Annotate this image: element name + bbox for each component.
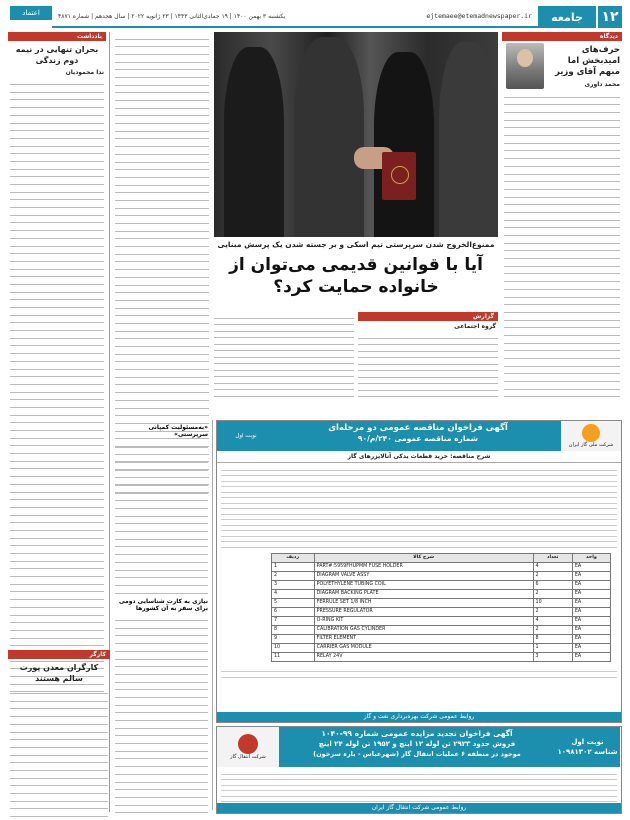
table-cell: 2 <box>533 625 572 634</box>
tender-table-body <box>272 562 611 661</box>
section-label[interactable]: جامعه <box>538 6 596 28</box>
left-lower-body <box>10 687 108 818</box>
auction-body <box>217 767 621 804</box>
auction-subtitle: فروش حدود ۲۹۲۳ تن لوله ۱۲ اینچ و ۱۹۵۲ تن لوله ۲۴ اینچ <box>318 740 516 748</box>
newspaper-logo: اعتماد <box>10 6 52 20</box>
left-lower-block <box>8 650 110 817</box>
table-cell: EA <box>572 643 610 652</box>
middle-lower-body-2 <box>115 614 208 820</box>
feature-kicker: ممنوع‌الخروج شدن سرپرستی تیم اسکی و بر جسته شدن یک پرسش مبنایی <box>217 240 495 249</box>
table-row <box>272 634 611 643</box>
table-cell: EA <box>572 607 610 616</box>
table-row <box>272 607 611 616</box>
tender-info: شرح مناقصه: خرید قطعات یدکی آنالایزرهای گاز <box>217 451 621 463</box>
auction-side-bottom: شناسه ۱۰۹۸۱۳۰۲ <box>557 748 618 756</box>
person-silhouette <box>224 47 284 237</box>
table-cell: 8 <box>272 625 315 634</box>
email-address[interactable]: ejtemaee@etemadnewspaper.ir <box>426 12 532 20</box>
table-cell: 4 <box>533 616 572 625</box>
tender-ad[interactable] <box>216 420 622 723</box>
table-row <box>272 580 611 589</box>
middle-subhead-2: نیازی به کارت شناسایی دومی برای سفر به آن کشورها <box>118 597 208 612</box>
person-silhouette <box>294 37 364 237</box>
table-cell: EA <box>572 634 610 643</box>
auction-footer: روابط عمومی شرکت انتقال گاز ایران <box>217 803 621 813</box>
passport-graphic <box>382 152 416 200</box>
auction-logo <box>217 727 279 767</box>
left-column-body <box>10 78 104 693</box>
table-header-cell: شرح کالا <box>314 553 533 562</box>
person-silhouette <box>439 42 497 237</box>
table-cell: FERRULE SET 1/8 INCH <box>314 598 533 607</box>
table-cell: POLYETHYLENE TUBING COIL <box>314 580 533 589</box>
auction-ad[interactable] <box>216 726 622 814</box>
middle-column <box>113 32 211 422</box>
table-row <box>272 616 611 625</box>
table-cell: 3 <box>533 652 572 661</box>
table-cell: 6 <box>533 580 572 589</box>
table-cell: 4 <box>272 589 315 598</box>
middle-lower-column <box>113 420 213 810</box>
auction-header <box>217 727 621 767</box>
table-header-cell: ردیف <box>272 553 315 562</box>
tender-logo-text: شرکت ملی گاز ایران <box>568 442 614 448</box>
table-header-cell: واحد <box>572 553 610 562</box>
tender-body <box>217 463 621 550</box>
table-row <box>272 571 611 580</box>
tender-title: آگهی فراخوان مناقصه عمومی دو مرحله‌ای <box>328 423 508 433</box>
middle-lower-body-1 <box>115 440 208 594</box>
left-column-bar: یادداشت <box>8 32 106 41</box>
table-cell: 10 <box>272 643 315 652</box>
table-row <box>272 625 611 634</box>
tender-subtitle: شماره مناقصه عمومی ۲۴۰/م/۹۰ <box>357 434 479 443</box>
table-cell: EA <box>572 598 610 607</box>
table-row <box>272 589 611 598</box>
table-cell: 2 <box>533 589 572 598</box>
right-column-body <box>504 90 620 397</box>
table-cell: 10 <box>533 598 572 607</box>
right-column <box>502 32 622 417</box>
table-cell: EA <box>572 589 610 598</box>
feature-body <box>214 312 498 402</box>
left-lower-headline[interactable]: کارگران معدن پورت سالم هستند <box>19 663 99 683</box>
table-cell: PART#:5959FHUPMM FUSE HOLDER <box>314 562 533 571</box>
table-cell: 1 <box>533 643 572 652</box>
table-row <box>272 562 611 571</box>
feature-body-column <box>214 312 354 402</box>
table-cell: 9 <box>272 634 315 643</box>
date-line: یکشنبه ۳ بهمن ۱۴۰۰ | ۱۹ جمادی‌الثانی ۱۴۴۳ | ۲۳ ژانویه ۲۰۲۲ | سال هجدهم | شماره ۴۸۷۱ <box>58 12 286 20</box>
right-column-author: محمد داوری <box>584 81 620 89</box>
middle-subhead-1: «به‌مسئولیت کمپانی سرپرستی» <box>148 424 208 438</box>
table-cell: 4 <box>533 562 572 571</box>
table-cell: EA <box>572 616 610 625</box>
table-cell: 5 <box>272 598 315 607</box>
tender-body-bottom <box>217 665 621 680</box>
header-rule <box>52 6 538 28</box>
table-cell: EA <box>572 652 610 661</box>
left-column-author: ندا محمودیان <box>65 68 104 76</box>
left-lower-bar: کارگر <box>8 650 110 659</box>
tender-logo <box>561 421 621 451</box>
auction-logo-text: شرکت انتقال گاز <box>230 754 266 760</box>
table-cell: 8 <box>533 634 572 643</box>
table-cell: CALIBRATION GAS CYLINDER <box>314 625 533 634</box>
table-cell: FILTER ELEMENT <box>314 634 533 643</box>
tender-table <box>271 553 611 662</box>
table-cell: 6 <box>272 607 315 616</box>
right-column-headline[interactable]: حرف‌های امیدبخش اما مبهم آقای وزیر <box>554 45 620 78</box>
table-row <box>272 652 611 661</box>
gas-company-icon <box>238 734 258 754</box>
table-cell: 3 <box>272 580 315 589</box>
auction-title: آگهی فراخوان تجدید مزایده عمومی شماره ۹۹-۱۰۴۰ <box>321 729 513 738</box>
tender-header <box>217 421 621 451</box>
table-cell: DIAGRAM BACKING PLATE <box>314 589 533 598</box>
table-cell: 7 <box>272 616 315 625</box>
table-cell: 2 <box>272 571 315 580</box>
table-row <box>272 598 611 607</box>
table-cell: 1 <box>272 562 315 571</box>
table-cell: CARRIER GAS MODULE <box>314 643 533 652</box>
left-column-headline[interactable]: بحران تنهایی در نیمه دوم زندگی <box>15 45 99 65</box>
table-cell: 11 <box>272 652 315 661</box>
author-portrait <box>506 43 544 89</box>
tender-date-box <box>217 421 275 451</box>
table-cell: RELAY 24V <box>314 652 533 661</box>
auction-location: موجود در منطقه ۶ عملیات انتقال گاز (شهرعباس - بارہ سرخون) <box>313 750 521 758</box>
auction-title-box <box>279 727 555 767</box>
tender-title-box <box>275 421 561 451</box>
feature-body-column <box>358 312 498 402</box>
table-cell: DIAGRAM VALVE ASSY <box>314 571 533 580</box>
tender-footer: روابط عمومی شرکت بهره‌برداری نفت و گاز <box>217 712 621 722</box>
page-header <box>8 6 622 28</box>
page-number: ۱۲ <box>598 6 622 28</box>
report-label: گزارش <box>358 312 498 321</box>
feature-headline[interactable]: آیا با قوانین قدیمی می‌توان از خانواده حمایت کرد؟ <box>229 255 483 298</box>
table-header-cell: تعداد <box>533 553 572 562</box>
flame-icon <box>582 424 600 442</box>
feature-byline: گروه اجتماعی <box>454 323 496 330</box>
table-cell: O-RING KIT <box>314 616 533 625</box>
right-column-bar: دیدگاه <box>502 32 622 41</box>
auction-side-box <box>555 727 621 767</box>
table-cell: EA <box>572 580 610 589</box>
table-cell: 2 <box>533 571 572 580</box>
feature-photo[interactable] <box>214 32 498 237</box>
person-silhouette <box>374 52 434 237</box>
table-cell: EA <box>572 562 610 571</box>
table-row <box>272 643 611 652</box>
tender-date: نوبت اول <box>235 433 257 439</box>
auction-side-top: نوبت اول <box>571 738 604 746</box>
table-cell: EA <box>572 571 610 580</box>
table-cell: PRESSURE REGULATOR <box>314 607 533 616</box>
table-cell: 2 <box>533 607 572 616</box>
table-cell: EA <box>572 625 610 634</box>
table-header-row <box>272 553 611 562</box>
